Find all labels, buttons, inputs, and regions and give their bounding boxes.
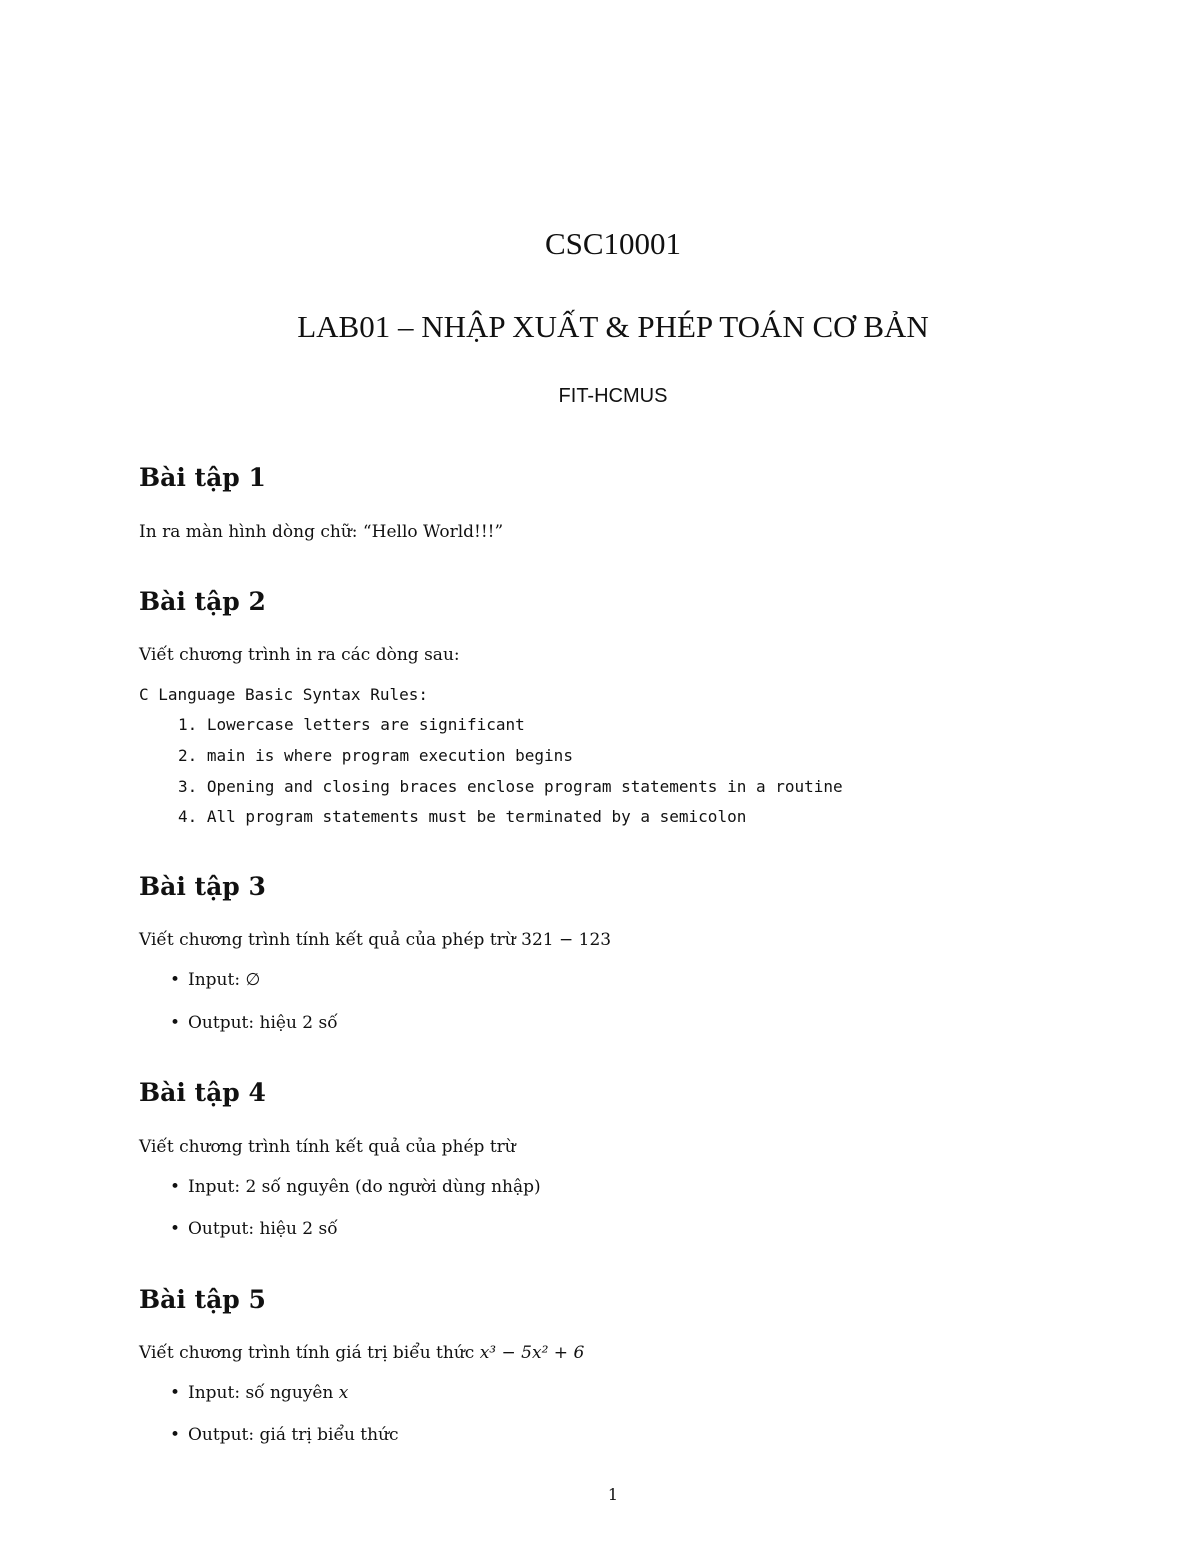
- bullet-text: Input: ∅: [188, 970, 261, 990]
- exercise-2-text: Viết chương trình in ra các dòng sau:: [139, 645, 460, 665]
- bullet-text: Output: giá trị biểu thức: [188, 1425, 399, 1445]
- exercise-5-text-prefix: Viết chương trình tính giá trị biểu thức: [139, 1343, 480, 1363]
- exercise-5-heading: Bài tập 5: [139, 1285, 266, 1314]
- math-expression: x³ − 5x² + 6: [479, 1343, 585, 1363]
- bullet-text: Output: hiệu 2 số: [188, 1013, 338, 1033]
- organization: FIT-HCMUS: [558, 385, 668, 407]
- exercise-4-heading: Bài tập 4: [139, 1078, 266, 1107]
- bullet-icon: •: [170, 1425, 181, 1445]
- code-list-item: 2. main is where program execution begins: [178, 746, 573, 765]
- exercise-3-heading: Bài tập 3: [139, 872, 266, 901]
- code-list-item: 1. Lowercase letters are significant: [178, 715, 525, 734]
- exercise-1-heading: Bài tập 1: [139, 463, 266, 492]
- bullet-icon: •: [170, 1219, 181, 1239]
- bullet-icon: •: [170, 1383, 181, 1403]
- document-title: LAB01 – NHẬP XUẤT & PHÉP TOÁN CƠ BẢN: [297, 309, 929, 344]
- list-item: [170, 1011, 338, 1035]
- exercise-5-text: [139, 1341, 584, 1365]
- exercise-4-text: Viết chương trình tính kết quả của phép trừ: [139, 1137, 516, 1157]
- bullet-icon: •: [170, 1013, 181, 1033]
- page-number: 1: [607, 1485, 619, 1504]
- code-title: C Language Basic Syntax Rules:: [139, 685, 428, 704]
- exercise-3-text: Viết chương trình tính kết quả của phép trừ 321 − 123: [139, 930, 612, 950]
- course-code: CSC10001: [544, 226, 682, 261]
- list-item: [170, 1381, 348, 1405]
- exercise-1-text: In ra màn hình dòng chữ: “Hello World!!!”: [139, 522, 504, 542]
- exercise-2-heading: Bài tập 2: [139, 587, 266, 616]
- code-list-item: 4. All program statements must be terminated by a semicolon: [178, 807, 747, 826]
- code-list-item: 3. Opening and closing braces enclose program statements in a routine: [178, 777, 843, 796]
- bullet-icon: •: [170, 970, 181, 990]
- bullet-icon: •: [170, 1177, 181, 1197]
- bullet-text: Output: hiệu 2 số: [188, 1219, 338, 1239]
- bullet-text: Input: 2 số nguyên (do người dùng nhập): [188, 1177, 541, 1197]
- bullet-text: Input: số nguyên: [188, 1383, 339, 1403]
- list-item: [170, 1217, 338, 1241]
- list-item: [170, 1175, 541, 1199]
- list-item: [170, 968, 260, 992]
- list-item: [170, 1423, 399, 1447]
- math-variable: x: [338, 1383, 349, 1403]
